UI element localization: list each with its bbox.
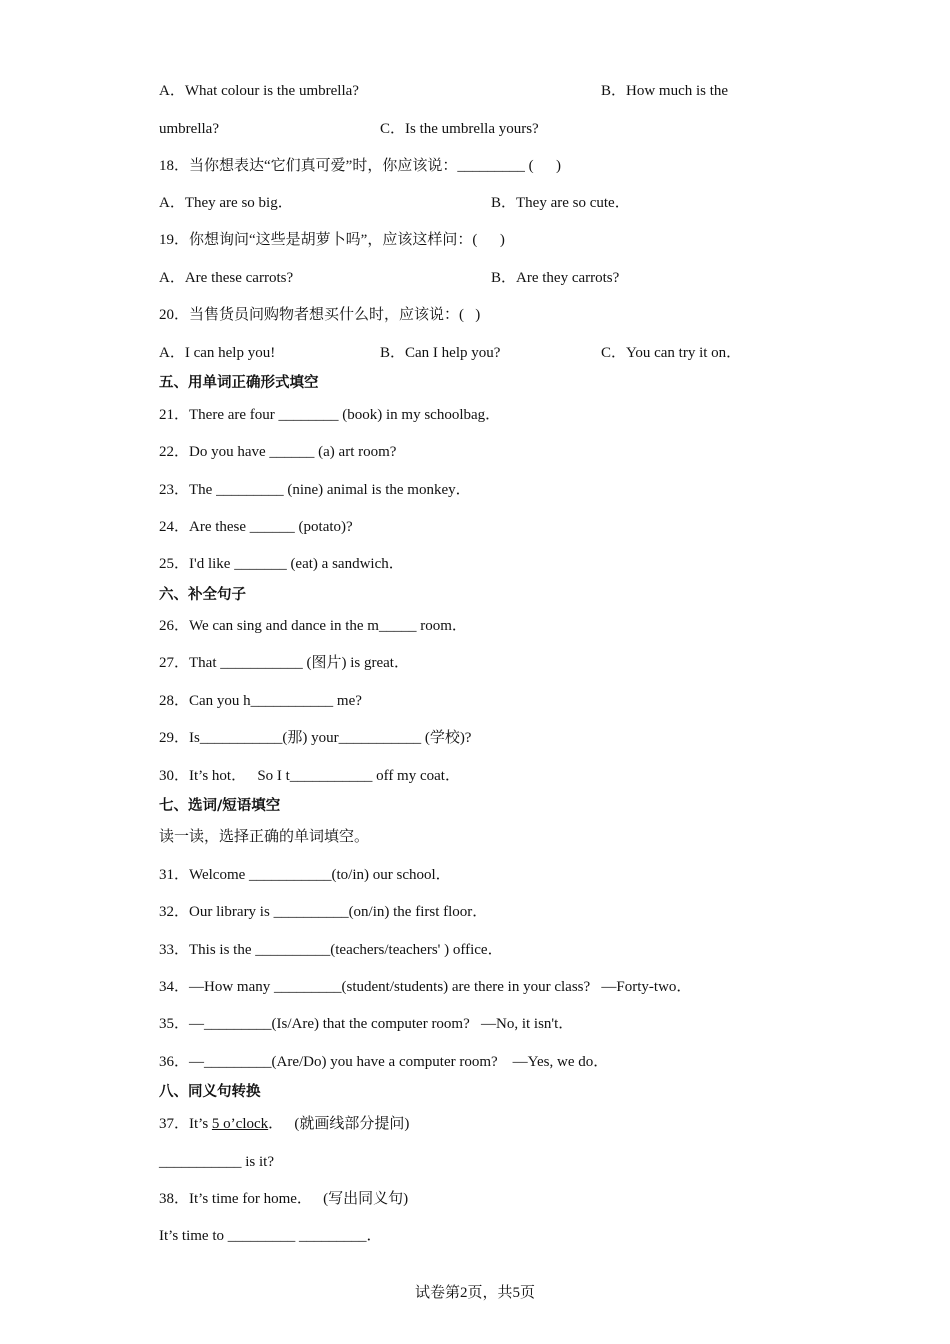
q20-option-a: A．I can help you! [159,345,276,361]
q24: 24．Are these ______ (potato)? [159,519,353,535]
section7-heading: 七、选词/短语填空 [159,798,281,814]
q20-option-c: C．You can try it on． [601,345,742,361]
section6-heading: 六、补全句子 [159,587,246,603]
q37 [159,1114,409,1134]
q22: 22．Do you have ______ (a) art room? [159,444,397,460]
q17-option-b: B．How much is the [601,83,729,99]
section7-instruction: 读一读，选择正确的单词填空。 [159,829,370,845]
q17-option-c: C．Is the umbrella yours? [380,121,539,137]
q35: 35．—_________(Is/Are) that the computer room? —No, it isn't． [159,1016,574,1032]
q17-option-a: A．What colour is the umbrella? [159,83,359,99]
q19-question: 19．你想询问“这些是胡萝卜吗”，应该这样问：( ) [159,232,505,248]
q19-option-b: B．Are they carrots? [491,270,620,286]
q25: 25．I'd like _______ (eat) a sandwich． [159,556,404,572]
q29: 29．Is___________(那) your___________ (学校)? [159,730,472,746]
q36: 36．—_________(Are/Do) you have a computer room? —Yes, we do． [159,1054,609,1070]
q34: 34．—How many _________(student/students) are there in your class? —Forty-two． [159,979,692,995]
q31: 31．Welcome ___________(to/in) our school． [159,867,451,883]
q18-option-b: B．They are so cute． [491,195,630,211]
q37-underlined-phrase: 5 o’clock [211,1116,269,1132]
q21: 21．There are four ________ (book) in my schoolbag． [159,407,501,423]
q17-option-b-continued: umbrella? [159,121,219,137]
q19-option-a: A．Are these carrots? [159,270,294,286]
q26: 26．We can sing and dance in the m_____ room． [159,618,467,634]
page-footer: 试卷第2页，共5页 [414,1285,535,1301]
section5-heading: 五、用单词正确形式填空 [159,375,319,391]
q18-option-a: A．They are so big． [159,195,293,211]
q28: 28．Can you h___________ me? [159,693,362,709]
q23: 23．The _________ (nine) animal is the monkey． [159,482,471,498]
q38-answer-line: It’s time to _________ _________． [159,1228,382,1244]
q20-option-b: B．Can I help you? [380,345,501,361]
q20-question: 20．当售货员问购物者想买什么时，应该说：( ) [159,307,481,323]
q37-suffix: ． (就画线部分提问) [268,1116,410,1132]
q37-answer-line: ___________ is it? [159,1154,274,1170]
q37-prefix: 37．It’s [159,1116,212,1132]
q30: 30．It’s hot． So I t___________ off my coat． [159,768,460,784]
q32: 32．Our library is __________(on/in) the first floor． [159,904,488,920]
section8-heading: 八、同义句转换 [159,1084,261,1100]
q18-question: 18．当你想表达“它们真可爱”时，你应该说：_________ ( ) [159,158,562,174]
q27: 27．That ___________ (图片) is great． [159,655,409,671]
q38: 38．It’s time for home． (写出同义句) [159,1191,409,1207]
q33: 33．This is the __________(teachers/teachers' ) office． [159,942,503,958]
